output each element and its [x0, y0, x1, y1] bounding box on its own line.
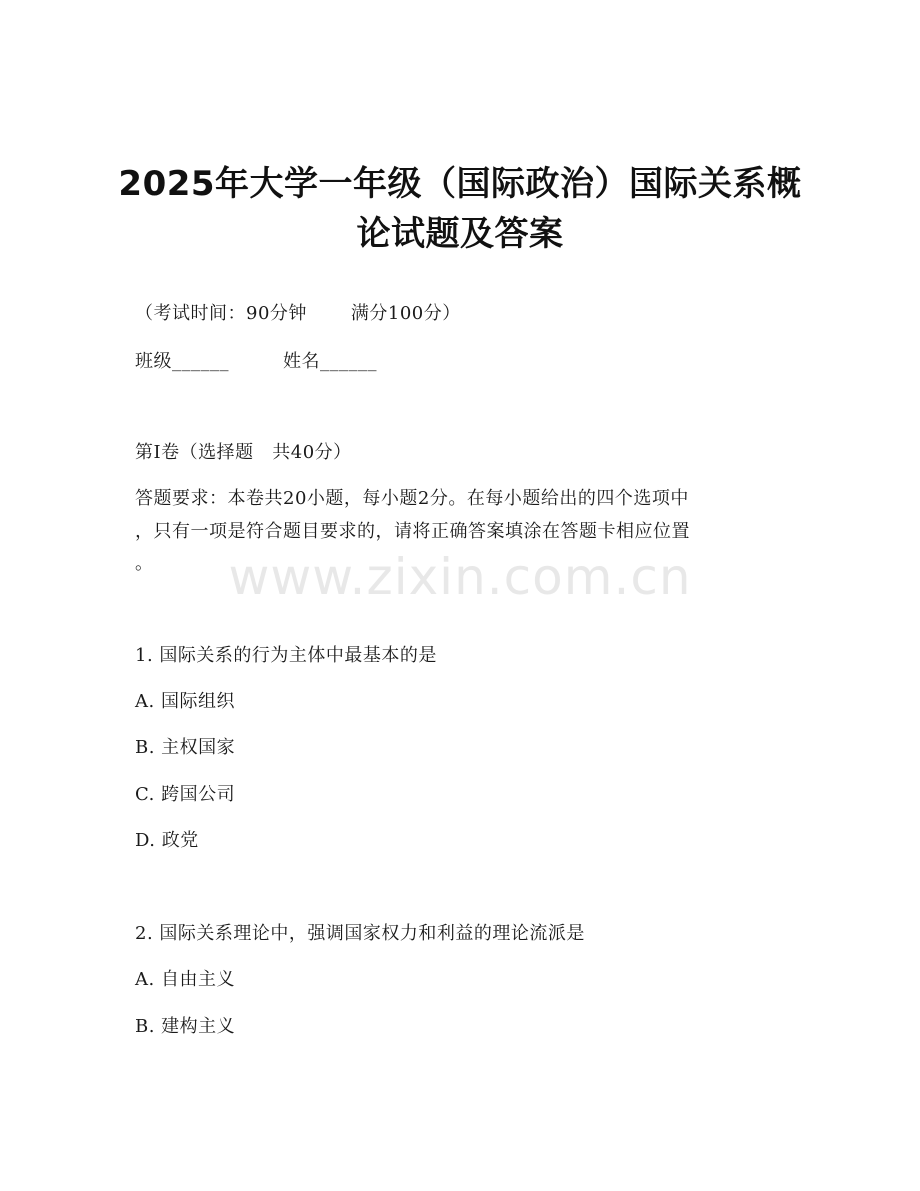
question-2-stem: 2. 国际关系理论中，强调国家权力和利益的理论流派是 — [135, 923, 585, 944]
student-info-row — [135, 350, 377, 374]
section-heading: 第I卷（选择题 共40分） — [135, 442, 352, 463]
watermark: www.zixin.com.cn — [228, 548, 692, 606]
question-1-option-d: D. 政党 — [135, 830, 199, 851]
instructions-line-2: ，只有一项是符合题目要求的，请将正确答案填涂在答题卡相应位置 — [135, 521, 690, 542]
instructions-line-3: 。 — [135, 553, 154, 574]
class-field-label: 班级______ — [135, 351, 229, 372]
question-2-option-b: B. 建构主义 — [135, 1016, 236, 1037]
document-title-line-1: 2025年大学一年级（国际政治）国际关系概 — [118, 164, 802, 204]
exam-full-score: 满分100分） — [350, 303, 461, 324]
question-1-stem: 1. 国际关系的行为主体中最基本的是 — [135, 645, 437, 666]
document-title-line-2: 论试题及答案 — [356, 214, 564, 254]
exam-time: （考试时间：90分钟 — [135, 303, 307, 324]
question-2-option-a: A. 自由主义 — [135, 969, 235, 990]
exam-info-row — [135, 302, 461, 326]
question-1-option-a: A. 国际组织 — [135, 691, 235, 712]
question-1-option-c: C. 跨国公司 — [135, 784, 236, 805]
instructions-line-1: 答题要求：本卷共20小题，每小题2分。在每小题给出的四个选项中 — [135, 488, 689, 509]
name-field-label: 姓名______ — [283, 351, 377, 372]
question-1-option-b: B. 主权国家 — [135, 737, 236, 758]
